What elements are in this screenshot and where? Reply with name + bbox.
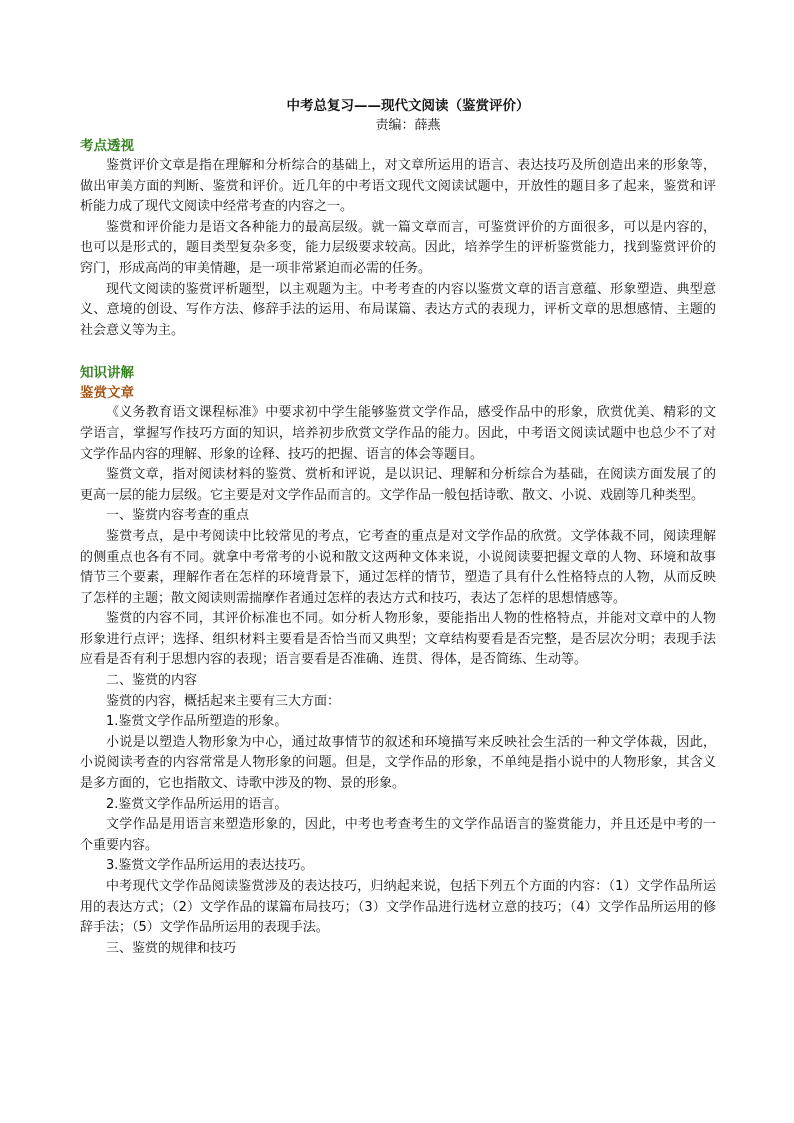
- section-heading-zhishi: 知识讲解: [80, 365, 134, 382]
- paragraph: 现代文阅读的鉴赏评析题型，以主观题为主。中考考查的内容以鉴赏文章的语言意蕴、形象塑造、典型意义、意境的创设、写作方法、修辞手法的运用、布局谋篇、表达方式的表现力，评析文章的思想感情、主题的社会意义等为主。: [80, 281, 716, 338]
- subsection-heading-jianshang: 鉴赏文章: [80, 385, 134, 402]
- paragraph: 文学作品是用语言来塑造形象的，因此，中考也考查考生的文学作品语言的鉴赏能力，并且还是中考的一个重要内容。: [80, 817, 716, 853]
- section-heading-kaodian: 考点透视: [80, 138, 134, 154]
- paragraph: 小说是以塑造人物形象为中心，通过故事情节的叙述和环境描写来反映社会生活的一种文学体裁，因此，小说阅读考查的内容常常是人物形象的问题。但是，文学作品的形象，不单纯是指小说中的人物形象，其含义是多方面的，它也指散文、诗歌中涉及的物、景的形象。: [80, 734, 716, 792]
- list-item: 1.鉴赏文学作品所塑造的形象。: [106, 714, 288, 730]
- paragraph: 鉴赏和评价能力是语文各种能力的最高层级。就一篇文章而言，可鉴赏评价的方面很多，可以是内容的，也可以是形式的，题目类型复杂多变，能力层级要求较高。因此，培养学生的评析鉴赏能力，找到鉴赏评价的窍门，形成高尚的审美情趣，是一项非常紧迫而必需的任务。: [80, 219, 716, 276]
- spacer: [80, 341, 716, 363]
- paragraph: 《义务教育语文课程标准》中要求初中学生能够鉴赏文学作品，感受作品中的形象，欣赏优美、精彩的文学语言，掌握写作技巧方面的知识，培养初步欣赏文学作品的能力。因此，中考语文阅读试题中也总少不了对文学作品内容的理解、形象的诠释、技巧的把握、语言的体会等题目。: [80, 405, 716, 462]
- paragraph: 中考现代文学作品阅读鉴赏涉及的表达技巧，归纳起来说，包括下列五个方面的内容：（1）文学作品所运用的表达方式；（2）文学作品的谋篇布局技巧；（3）文学作品进行选材立意的技巧；（4）文学作品所运用的修辞手法；（5）文学作品所运用的表现手法。: [80, 879, 716, 936]
- paragraph: 鉴赏的内容不同，其评价标准也不同。如分析人物形象，要能指出人物的性格特点，并能对文章中的人物形象进行点评；选择、组织材料主要看是否恰当而又典型；文章结构要看是否完整，是否层次分明；表现手法应看是否有利于思想内容的表现；语言要看是否准确、连贯、得体，是否简练、生动等。: [80, 611, 716, 668]
- paragraph: 鉴赏考点，是中考阅读中比较常见的考点，它考查的重点是对文学作品的欣赏。文学体裁不同，阅读理解的侧重点也各有不同。就拿中考常考的小说和散文这两种文体来说，小说阅读要把握文章的人物、环境和故事情节三个要素，理解作者在怎样的环境背景下，通过怎样的情节，塑造了具有什么性格特点的人物，从而反映了怎样的主题；散文阅读则需揣摩作者通过怎样的表达方式和技巧，表达了怎样的思想情感等。: [80, 528, 716, 606]
- paragraph: 鉴赏文章，指对阅读材料的鉴赏、赏析和评说，是以识记、理解和分析综合为基础，在阅读方面发展了的更高一层的能力层级。它主要是对文学作品而言的。文学作品一般包括诗歌、散文、小说、戏剧等几种类型。: [80, 467, 716, 503]
- numbered-heading: 二、鉴赏的内容: [106, 673, 198, 689]
- doc-editor: 责编：薛燕: [375, 118, 441, 133]
- document-page: [80, 96, 716, 959]
- numbered-heading: 一、鉴赏内容考查的重点: [106, 508, 250, 524]
- doc-title: 中考总复习——现代文阅读（鉴赏评价）: [286, 98, 530, 114]
- paragraph: 鉴赏的内容，概括起来主要有三大方面：: [106, 693, 341, 709]
- list-item: 2.鉴赏文学作品所运用的语言。: [106, 796, 288, 812]
- list-item: 3.鉴赏文学作品所运用的表达技巧。: [106, 858, 314, 874]
- paragraph: 鉴赏评价文章是指在理解和分析综合的基础上，对文章所运用的语言、表达技巧及所创造出来的形象等，做出审美方面的判断、鉴赏和评价。近几年的中考语文现代文阅读试题中，开放性的题目多了起来，鉴赏和评析能力成了现代文阅读中经常考查的内容之一。: [80, 158, 716, 215]
- numbered-heading: 三、鉴赏的规律和技巧: [106, 940, 237, 956]
